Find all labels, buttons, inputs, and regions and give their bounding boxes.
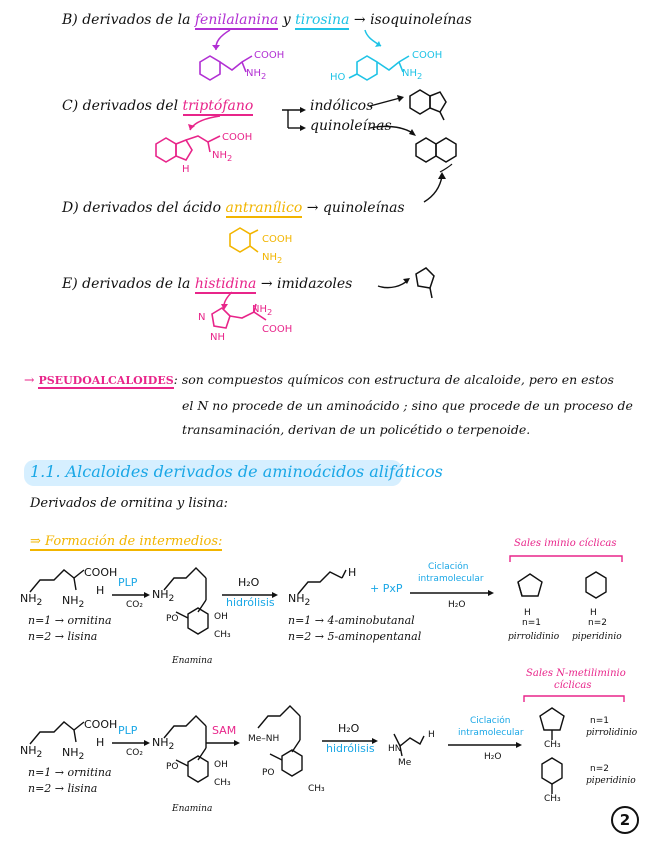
s1-h2o-bottom: H₂O: [448, 600, 466, 610]
s2-ch3-2: CH₃: [308, 784, 325, 794]
section-b-arrow: →: [353, 12, 366, 28]
s1-plus: + PxP: [370, 582, 403, 595]
phe-cooh: COOH: [254, 50, 285, 61]
s1-ch3: CH₃: [214, 630, 231, 640]
subtitle: Derivados de ornitina y lisina:: [30, 496, 229, 511]
s1-hidrolisis: hidrólisis: [226, 596, 275, 609]
s2-n1: n=1 → ornitina: [28, 766, 112, 779]
pseudo-line2: el N no procede de un aminoácido ; sino que procede de un proceso de: [182, 398, 633, 413]
section-b-compound: fenilalanina: [194, 12, 279, 28]
s2-ciclacion: Ciclación: [470, 716, 511, 726]
section-b-compound2: tirosina: [295, 12, 350, 28]
s1-enamina: Enamina: [172, 656, 213, 666]
section-title: 1.1. Alcaloides derivados de aminoácidos alifáticos: [30, 462, 443, 481]
pseudo-def1: : son compuestos químicos con estructura de alcaloide, pero en estos: [173, 372, 614, 387]
s1-cooh: COOH: [84, 566, 118, 579]
s1-h: H: [96, 584, 105, 597]
s2-h2o-top: H₂O: [338, 722, 360, 735]
phe-nh2: $NH_2$: [246, 68, 267, 81]
s2-hidrolisis: hidrólisis: [326, 742, 375, 755]
s1-salt2-n: n=2: [588, 618, 607, 628]
pseudo-term: PSEUDOALCALOIDES: [38, 374, 174, 387]
quinoline-up-arrow: [420, 170, 450, 204]
s1-salt1-n: n=1: [522, 618, 541, 628]
section-b-product: isoquinoleínas: [370, 12, 472, 28]
his-nh: NH: [210, 332, 226, 343]
section-d-arrow: →: [306, 200, 319, 216]
s1-nh2-mid: $NH_2$: [62, 594, 85, 611]
s1-ald-nh2: $NH_2$: [288, 592, 311, 609]
pseudo-line1: [24, 372, 614, 387]
section-e-compound: histidina: [194, 276, 257, 292]
section-d-compound: antranílico: [225, 200, 303, 216]
s1-ciclacion: Ciclación: [428, 562, 469, 572]
section-d-product: quinoleínas: [322, 200, 405, 216]
s2-plp: PLP: [118, 724, 138, 737]
s1-plp: PLP: [118, 576, 138, 589]
section-c-prefix: C) derivados del: [62, 98, 179, 114]
section-c-compound: triptófano: [182, 98, 254, 114]
s2-me-nh: Me–NH: [248, 734, 280, 744]
s2-h2o-bottom: H₂O: [484, 752, 502, 762]
s1-salts-bracket: [506, 548, 626, 568]
s2-ald-h: H: [428, 730, 435, 740]
s2-n2: n=2 → lisina: [28, 782, 98, 795]
s2-me: Me: [398, 758, 412, 768]
trp-nh2: $NH_2$: [212, 150, 233, 163]
s2-arrow-sam: [206, 738, 246, 748]
s1-intramolecular: intramolecular: [418, 574, 484, 584]
tryptophan-structure: [150, 112, 260, 178]
s2-po2: PO: [262, 768, 275, 778]
s2-enamina: Enamina: [172, 804, 213, 814]
s1-salt1-name: pirrolidinio: [508, 632, 560, 642]
s2-imine-intermediate: [152, 704, 242, 804]
s1-ald-h: H: [348, 566, 357, 579]
his-cooh: COOH: [262, 324, 293, 335]
s1-arrow3: [410, 588, 500, 598]
s1-nh2-left: $NH_2$: [20, 592, 43, 609]
s2-salts-title1: Sales N-metiliminio: [526, 668, 626, 679]
s1-n1: n=1 → ornitina: [28, 614, 112, 627]
s2-po: PO: [166, 762, 179, 772]
s2-salt1-n: n=1: [590, 716, 609, 726]
tyr-nh2: $NH_2$: [402, 68, 423, 81]
s2-nh2-left: $NH_2$: [20, 744, 43, 761]
section-c-product2: quinoleínas: [310, 118, 392, 134]
s2-salt2-name: piperidinio: [586, 776, 636, 786]
s1-pyr-h: H: [524, 608, 531, 618]
s1-n2: n=2 → lisina: [28, 630, 98, 643]
s2-hn: HN: [388, 744, 402, 754]
trp-h: H: [182, 164, 190, 175]
tyr-cooh: COOH: [412, 50, 443, 61]
s1-piperidinium: [578, 568, 614, 610]
s1-salt2-name: piperidinio: [572, 632, 622, 642]
s2-oh: OH: [214, 760, 228, 770]
s2-arrow3: [448, 740, 528, 750]
s1-salts-title: Sales iminio cíclicas: [514, 538, 617, 549]
his-nh2: $NH_2$: [252, 304, 273, 317]
s2-salts-title2: cíclicas: [554, 680, 592, 691]
s1-prod2: n=2 → 5-aminopentanal: [288, 630, 422, 643]
section-e-prefix: E) derivados de la: [62, 276, 191, 292]
s2-salt2-n: n=2: [590, 764, 609, 774]
section-d-prefix: D) derivados del ácido: [62, 200, 222, 216]
s2-pyr-ch3: CH₃: [544, 740, 561, 750]
s2-co2: CO₂: [126, 748, 143, 758]
s2-sam: SAM: [212, 724, 237, 737]
section-b-connector: y: [282, 12, 291, 28]
s2-ch3: CH₃: [214, 778, 231, 788]
s1-po: PO: [166, 614, 179, 624]
tyr-ho: HO: [330, 72, 346, 83]
s1-h2o-top: H₂O: [238, 576, 260, 589]
s2-salt1-name: pirrolidinio: [586, 728, 638, 738]
branch-arrows: [282, 100, 312, 134]
section-d-line: [62, 200, 405, 216]
s1-co2: CO₂: [126, 600, 143, 610]
s2-cooh: COOH: [84, 718, 118, 731]
s2-pip-ch3: CH₃: [544, 794, 561, 804]
s1-oh: OH: [214, 612, 228, 622]
s1-arrow1: [112, 590, 152, 600]
s1-int-nh2: $NH_2$: [152, 588, 175, 605]
anthranilic-cooh: COOH: [262, 234, 293, 245]
pseudo-arrow: →: [24, 372, 35, 387]
s2-int-nh2: $NH_2$: [152, 736, 175, 753]
formation-label: ⇒ Formación de intermedios:: [30, 534, 223, 549]
anthranilic-nh2: $NH_2$: [262, 252, 283, 265]
trp-cooh: COOH: [222, 132, 253, 143]
section-b-prefix: B) derivados de la: [62, 12, 191, 28]
page-number: 2: [611, 806, 639, 834]
pseudo-line3: transaminación, derivan de un policétido o terpenoide.: [182, 422, 531, 437]
section-e-arrow: →: [260, 276, 273, 292]
section-b-line: [62, 12, 472, 28]
s1-pyrrolidinium: [512, 570, 548, 610]
imidazole-structure: [372, 262, 452, 302]
s1-pip-h: H: [590, 608, 597, 618]
section-c-product1: indólicos: [310, 98, 374, 114]
s1-prod1: n=1 → 4-aminobutanal: [288, 614, 415, 627]
s2-h: H: [96, 736, 105, 749]
s2-arrow1: [112, 738, 152, 748]
section-e-product: imidazoles: [277, 276, 353, 292]
s2-nh2-mid: $NH_2$: [62, 746, 85, 763]
s2-intramolecular: intramolecular: [458, 728, 524, 738]
his-n: N: [198, 312, 206, 323]
